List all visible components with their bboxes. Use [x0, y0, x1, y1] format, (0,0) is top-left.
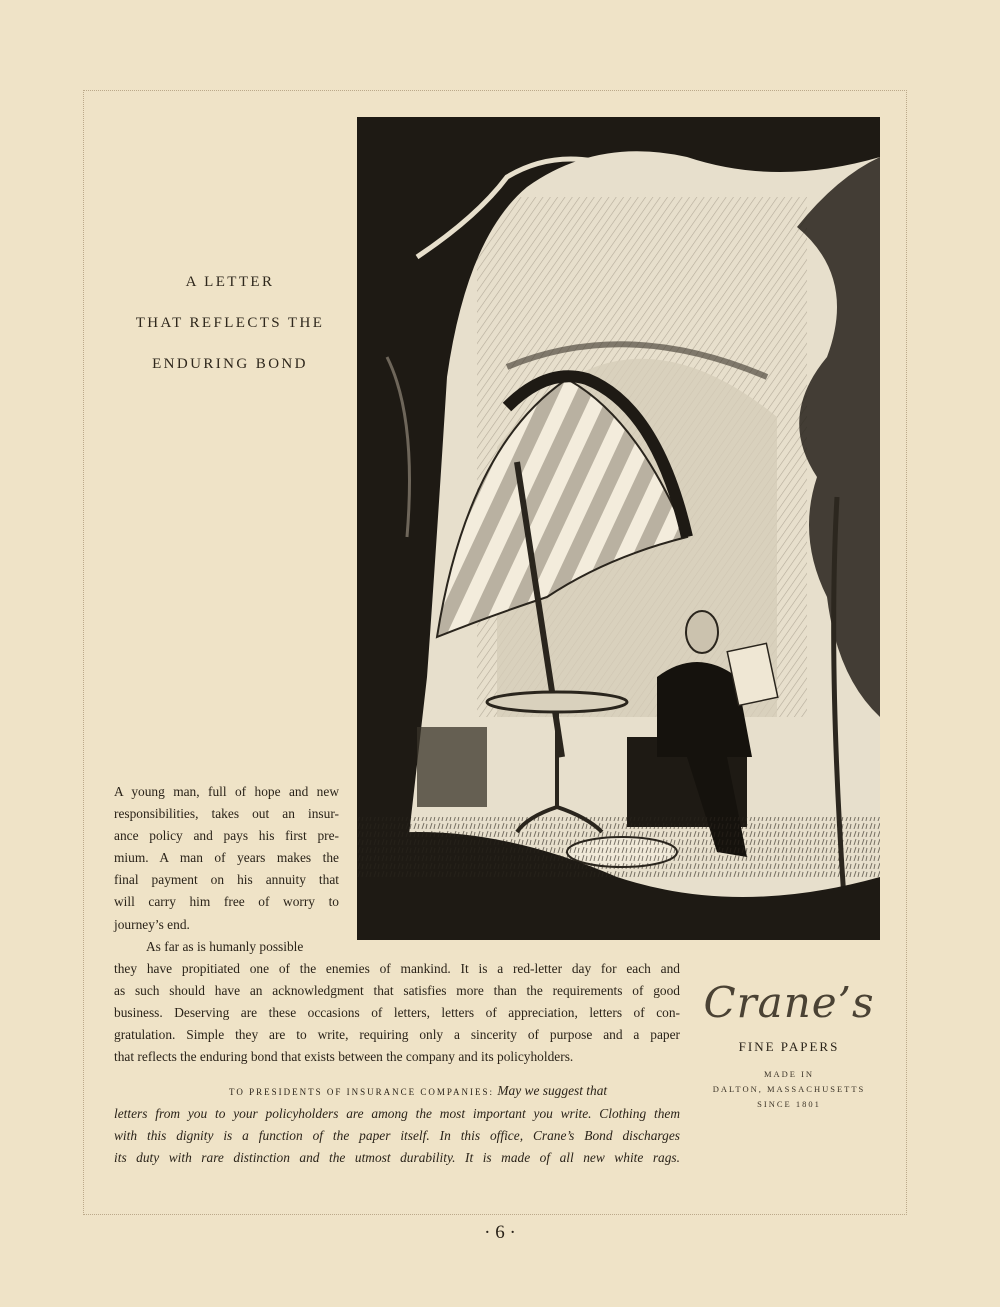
text-line: journey’s end. [114, 916, 190, 932]
brand-block [700, 975, 878, 1112]
text-line: as such should have an acknowledgment that satisfies more than the requirements of good [114, 983, 680, 999]
text-line: will carry him free of worry to [114, 894, 339, 910]
headline [110, 262, 350, 385]
text-line: final payment on his annuity that [114, 872, 339, 888]
text-line: its duty with rare distinction and the utmost durability. It is made of all new white rags. [114, 1150, 680, 1166]
body-column-text [114, 781, 339, 958]
text-line: letters from you to your policyholders are among the most important you write. Clothing them [114, 1106, 680, 1122]
address-first-rest: May we suggest that [497, 1083, 608, 1098]
text-line: mium. A man of years makes the [114, 850, 339, 866]
body-wide-text [114, 958, 680, 1068]
made-in: MADE IN [763, 1069, 815, 1079]
text-line: they have propitiated one of the enemies of mankind. It is a red-letter day for each and [114, 961, 680, 976]
product-name: FINE PAPERS [738, 1039, 840, 1054]
since: SINCE 1801 [757, 1099, 821, 1109]
text-line: ance policy and pays his first pre- [114, 828, 339, 844]
text-line: responsibilities, takes out an insur- [114, 806, 339, 822]
text-line: business. Deserving are these occasions of letters, letters of appreciation, letters of con- [114, 1005, 680, 1021]
headline-line: ENDURING BOND [152, 356, 308, 372]
place: DALTON, MASSACHUSETTS [712, 1084, 866, 1094]
address-first-line [114, 1080, 680, 1103]
address-caps: TO PRESIDENTS OF INSURANCE COMPANIES: [229, 1087, 495, 1097]
headline-line: THAT REFLECTS THE [135, 315, 325, 331]
text-line: gratulation. Simple they are to write, requiring only a sincerity of purpose and a paper [114, 1027, 680, 1043]
page-number: · 6 · [484, 1222, 516, 1243]
text-line: with this dignity is a function of the paper itself. In this office, Crane’s Bond discharges [114, 1128, 680, 1144]
headline-line: A LETTER [185, 274, 275, 290]
cranes-logo: Crane’s [703, 978, 875, 1027]
garden-illustration [357, 117, 880, 940]
address-to-presidents [114, 1080, 680, 1169]
text-line: that reflects the enduring bond that exists between the company and its policyholders. [114, 1049, 574, 1065]
text-line: As far as is humanly possible [146, 938, 304, 954]
text-line: A young man, full of hope and new [114, 784, 339, 799]
